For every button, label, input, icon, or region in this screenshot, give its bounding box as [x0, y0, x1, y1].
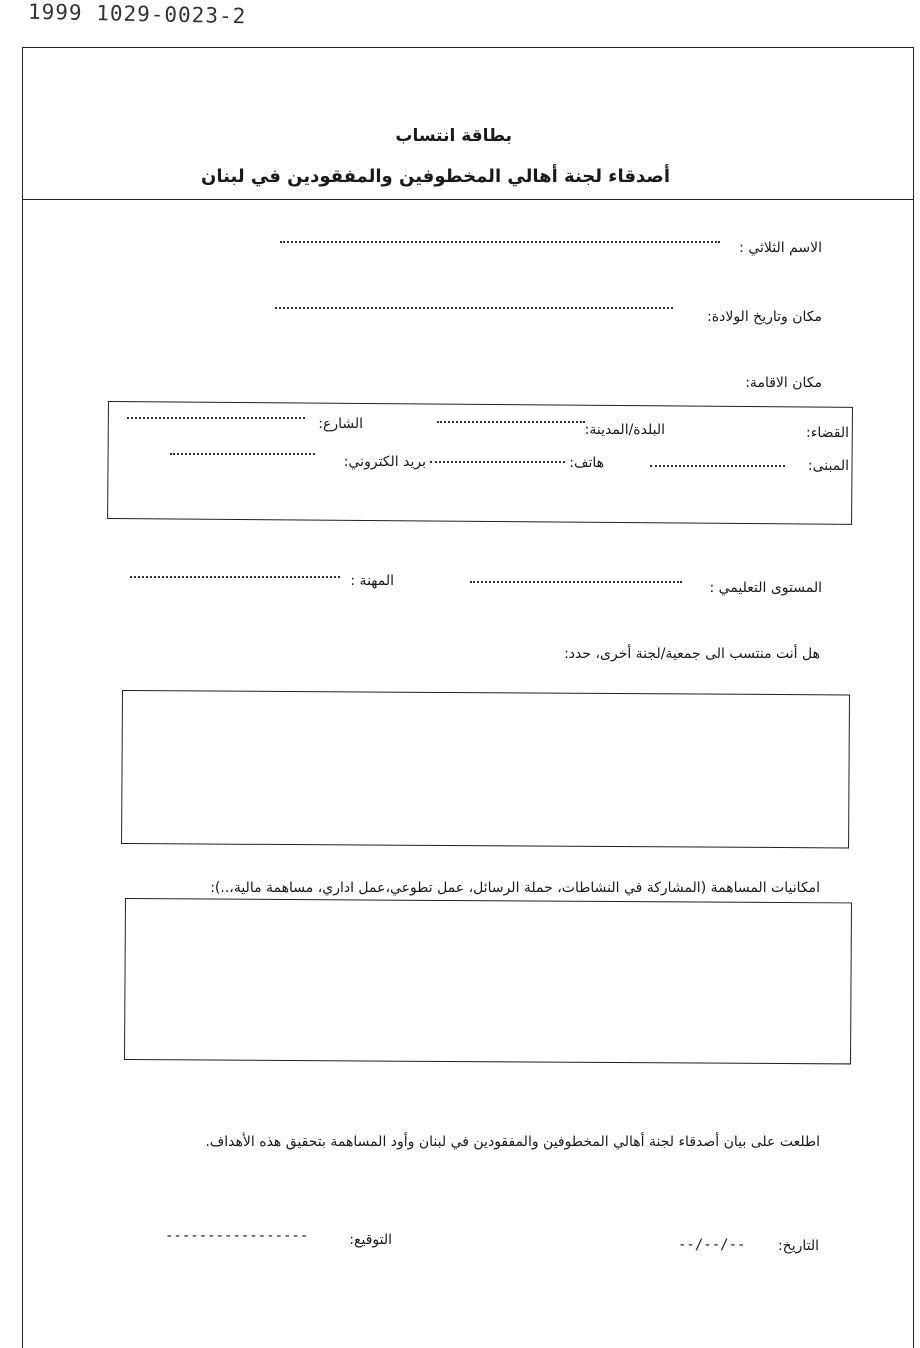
- form-subtitle: أصدقاء لجنة أهالي المخطوفين والمفقودين في لبنان: [201, 166, 670, 187]
- membership-textarea[interactable]: [121, 690, 850, 848]
- full-name-label: الاسم الثلاثي :: [739, 240, 822, 256]
- archive-stamp: 1999 1029-0023-2: [27, 0, 247, 29]
- town-field[interactable]: [437, 421, 585, 423]
- email-label: بريد الكتروني:: [343, 454, 426, 470]
- birth-label: مكان وتاريخ الولادة:: [707, 309, 822, 325]
- district-label: القضاء:: [806, 425, 849, 441]
- building-field[interactable]: [650, 465, 785, 467]
- date-label: التاريخ:: [777, 1238, 819, 1254]
- date-field[interactable]: --/--/--: [678, 1237, 746, 1253]
- signature-line[interactable]: -----------------: [165, 1228, 309, 1244]
- profession-label: المهنة :: [350, 573, 394, 589]
- phone-field[interactable]: [430, 461, 565, 463]
- residence-label: مكان الاقامة:: [745, 375, 822, 391]
- header-divider: [22, 199, 914, 200]
- town-label: البلدة/المدينة:: [584, 422, 665, 438]
- profession-field[interactable]: [130, 576, 340, 578]
- contribution-textarea[interactable]: [124, 898, 852, 1064]
- full-name-field[interactable]: [280, 241, 720, 243]
- building-label: المبنى:: [807, 458, 849, 474]
- membership-question: هل أنت منتسب الى جمعية/لجنة أخرى، حدد:: [564, 646, 820, 662]
- contribution-question: امكانيات المساهمة (المشاركة في النشاطات، حملة الرسائل، عمل تطوعي،عمل اداري، مساهمة مالية،..):: [210, 880, 820, 896]
- signature-label: التوقيع:: [349, 1232, 392, 1248]
- email-field[interactable]: [170, 453, 315, 455]
- statement-text: اطلعت على بيان أصدقاء لجنة أهالي المخطوفين والمفقودين في لبنان وأود المساهمة بتحقيق هذه الأهداف.: [205, 1134, 820, 1150]
- street-label: الشارع:: [318, 416, 363, 432]
- education-label: المستوى التعليمي :: [709, 580, 822, 596]
- birth-field[interactable]: [275, 307, 673, 309]
- form-title: بطاقة انتساب: [395, 126, 512, 146]
- education-field[interactable]: [470, 581, 682, 583]
- phone-label: هاتف:: [569, 455, 604, 471]
- street-field[interactable]: [127, 417, 305, 419]
